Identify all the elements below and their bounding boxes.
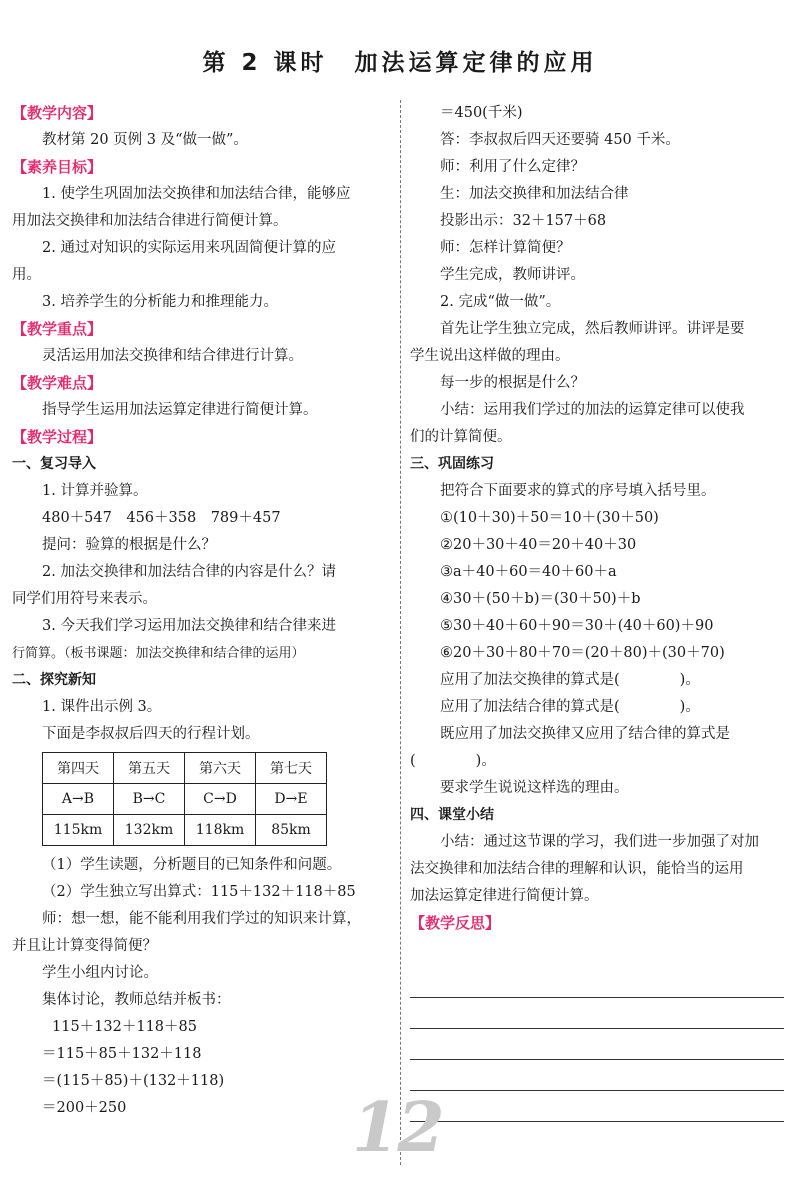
do-it: 2. 完成“做一做”。	[440, 294, 561, 310]
goal-3: 3. 培养学生的分析能力和推理能力。	[42, 294, 278, 310]
projection: 投影出示：32＋157＋68	[440, 213, 607, 229]
step-1: （1）学生读题，分析题目的已知条件和问题。	[42, 857, 342, 873]
explore-1: 1. 课件出示例 3。	[42, 699, 162, 715]
reflection-line[interactable]	[410, 997, 784, 998]
list-item: ⑥20＋30＋80＋70＝(20＋80)＋(30＋70)	[440, 645, 725, 661]
conclude-b: 们的计算简便。	[410, 429, 512, 445]
explore-plan: 下面是李叔叔后四天的行程计划。	[42, 726, 260, 742]
class-summary-b: 法交换律和加法结合律的理解和认识，能恰当的运用	[410, 861, 744, 877]
review-2a: 2. 加法交换律和加法结合律的内容是什么？请	[42, 564, 336, 580]
list-item: ②20＋30＋40＝20＋40＋30	[440, 537, 637, 553]
explore-heading: 二、探究新知	[12, 672, 96, 688]
teacher-question-1: 师：利用了什么定律？	[440, 159, 585, 175]
calc-line-3: ＝(115＋85)＋(132＋118)	[42, 1073, 225, 1089]
teacher-question-b: 并且让计算变得简便？	[12, 938, 157, 954]
difficulty-point: 指导学生运用加法运算定律进行简便计算。	[42, 402, 318, 418]
answer: 答：李叔叔后四天还要骑 450 千米。	[440, 132, 680, 148]
table-row	[43, 784, 327, 815]
review-heading: 一、复习导入	[12, 456, 96, 472]
reflection-line[interactable]	[410, 1121, 784, 1122]
first-b: 学生说出这样做的理由。	[410, 348, 570, 364]
question-associative	[410, 694, 788, 721]
table-cell: A→B	[43, 784, 114, 815]
reflection-line[interactable]	[410, 1059, 784, 1060]
goals-heading: 【素养目标】	[12, 158, 103, 176]
goal-1a: 1. 使学生巩固加法交换律和加法结合律，能够应	[42, 186, 351, 202]
question-both-open: (	[410, 753, 416, 769]
question-associative-text: 应用了加法结合律的算式是(	[440, 699, 620, 715]
table-cell: 115km	[43, 815, 114, 846]
goal-1b: 用加法交换律和加法结合律进行简便计算。	[12, 213, 288, 229]
table-cell: 132km	[114, 815, 185, 846]
review-3b: 行简算。（板书课题：加法交换律和结合律的运用）	[12, 646, 305, 661]
calc-line-5: ＝450(千米)	[440, 105, 523, 121]
reflection-line[interactable]	[410, 1028, 784, 1029]
review-expressions: 480＋547 456＋358 789＋457	[42, 510, 281, 526]
review-3a: 3. 今天我们学习运用加法交换律和结合律来进	[42, 618, 336, 634]
table-cell: D→E	[256, 784, 327, 815]
basis-question: 每一步的根据是什么？	[440, 375, 585, 391]
list-item: ④30＋(50＋b)＝(30＋50)＋b	[440, 591, 641, 607]
left-column	[12, 100, 392, 1122]
goal-2b: 用。	[12, 267, 41, 283]
question-both-blank	[410, 748, 788, 775]
class-summary-a: 小结：通过这节课的学习，我们进一步加强了对加	[440, 834, 759, 850]
goal-2a: 2. 通过对知识的实际运用来巩固简便计算的应	[42, 240, 336, 256]
list-item: ⑤30＋40＋60＋90＝30＋(40＋60)＋90	[440, 618, 714, 634]
first-a: 首先让学生独立完成，然后教师讲评。讲评是要	[440, 321, 745, 337]
group-discussion: 学生小组内讨论。	[42, 965, 158, 981]
conclude-a: 小结：运用我们学过的加法的运算定律可以使我	[440, 402, 745, 418]
table-cell: 第四天	[43, 753, 114, 784]
table-cell: 118km	[185, 815, 256, 846]
table-cell: 第五天	[114, 753, 185, 784]
calc-line-2: ＝115＋85＋132＋118	[42, 1046, 202, 1062]
table-cell: 第七天	[256, 753, 327, 784]
question-both: 既应用了加法交换律又应用了结合律的算式是	[440, 726, 730, 742]
page-number: 12	[352, 1088, 443, 1168]
trip-table	[42, 752, 327, 846]
teacher-question-a: 师：想一想，能不能利用我们学过的知识来计算，	[42, 911, 361, 927]
table-cell: 第六天	[185, 753, 256, 784]
class-summary-heading: 四、课堂小结	[410, 807, 494, 823]
question-both-close: )。	[475, 753, 496, 769]
question-commutative	[410, 667, 788, 694]
key-heading: 【教学重点】	[12, 320, 103, 338]
student-answer-1: 生：加法交换律和加法结合律	[440, 186, 629, 202]
review-1: 1. 计算并验算。	[42, 483, 148, 499]
calc-line-1: 115＋132＋118＋85	[52, 1019, 197, 1035]
step-2: （2）学生独立写出算式：115＋132＋118＋85	[42, 884, 356, 900]
page-title: 第 2 课时 加法运算定律的应用	[202, 50, 598, 76]
student-complete: 学生完成，教师讲评。	[440, 267, 585, 283]
reflection-heading: 【教学反思】	[410, 914, 501, 932]
difficulty-heading: 【教学难点】	[12, 374, 103, 392]
review-2b: 同学们用符号来表示。	[12, 591, 157, 607]
practice-heading: 三、巩固练习	[410, 456, 494, 472]
practice-instruction: 把符合下面要求的算式的序号填入括号里。	[440, 483, 716, 499]
teaching-content: 教材第 20 页例 3 及“做一做”。	[42, 132, 248, 148]
list-item: ③a＋40＋60＝40＋60＋a	[440, 564, 617, 580]
table-row	[43, 753, 327, 784]
class-summary-c: 加法运算定律进行简便计算。	[410, 888, 599, 904]
question-commutative-close: )。	[679, 672, 700, 688]
right-column	[410, 100, 788, 937]
board-summary: 集体讨论，教师总结并板书：	[42, 992, 231, 1008]
calc-line-4: ＝200＋250	[42, 1100, 127, 1116]
question-associative-close: )。	[679, 699, 700, 715]
process-heading: 【教学过程】	[12, 428, 103, 446]
question-commutative-text: 应用了加法交换律的算式是(	[440, 672, 620, 688]
column-divider	[400, 100, 401, 1165]
list-item: ①(10＋30)＋50＝10＋(30＋50)	[440, 510, 659, 526]
teacher-question-2: 师：怎样计算简便？	[440, 240, 571, 256]
reason: 要求学生说说这样选的理由。	[440, 780, 629, 796]
table-row	[43, 815, 327, 846]
table-cell: B→C	[114, 784, 185, 815]
review-question: 提问：验算的根据是什么？	[42, 537, 216, 553]
key-point: 灵活运用加法交换律和结合律进行计算。	[42, 348, 303, 364]
teaching-content-heading: 【教学内容】	[12, 104, 103, 122]
table-cell: C→D	[185, 784, 256, 815]
table-cell: 85km	[256, 815, 327, 846]
reflection-line[interactable]	[410, 1090, 784, 1091]
